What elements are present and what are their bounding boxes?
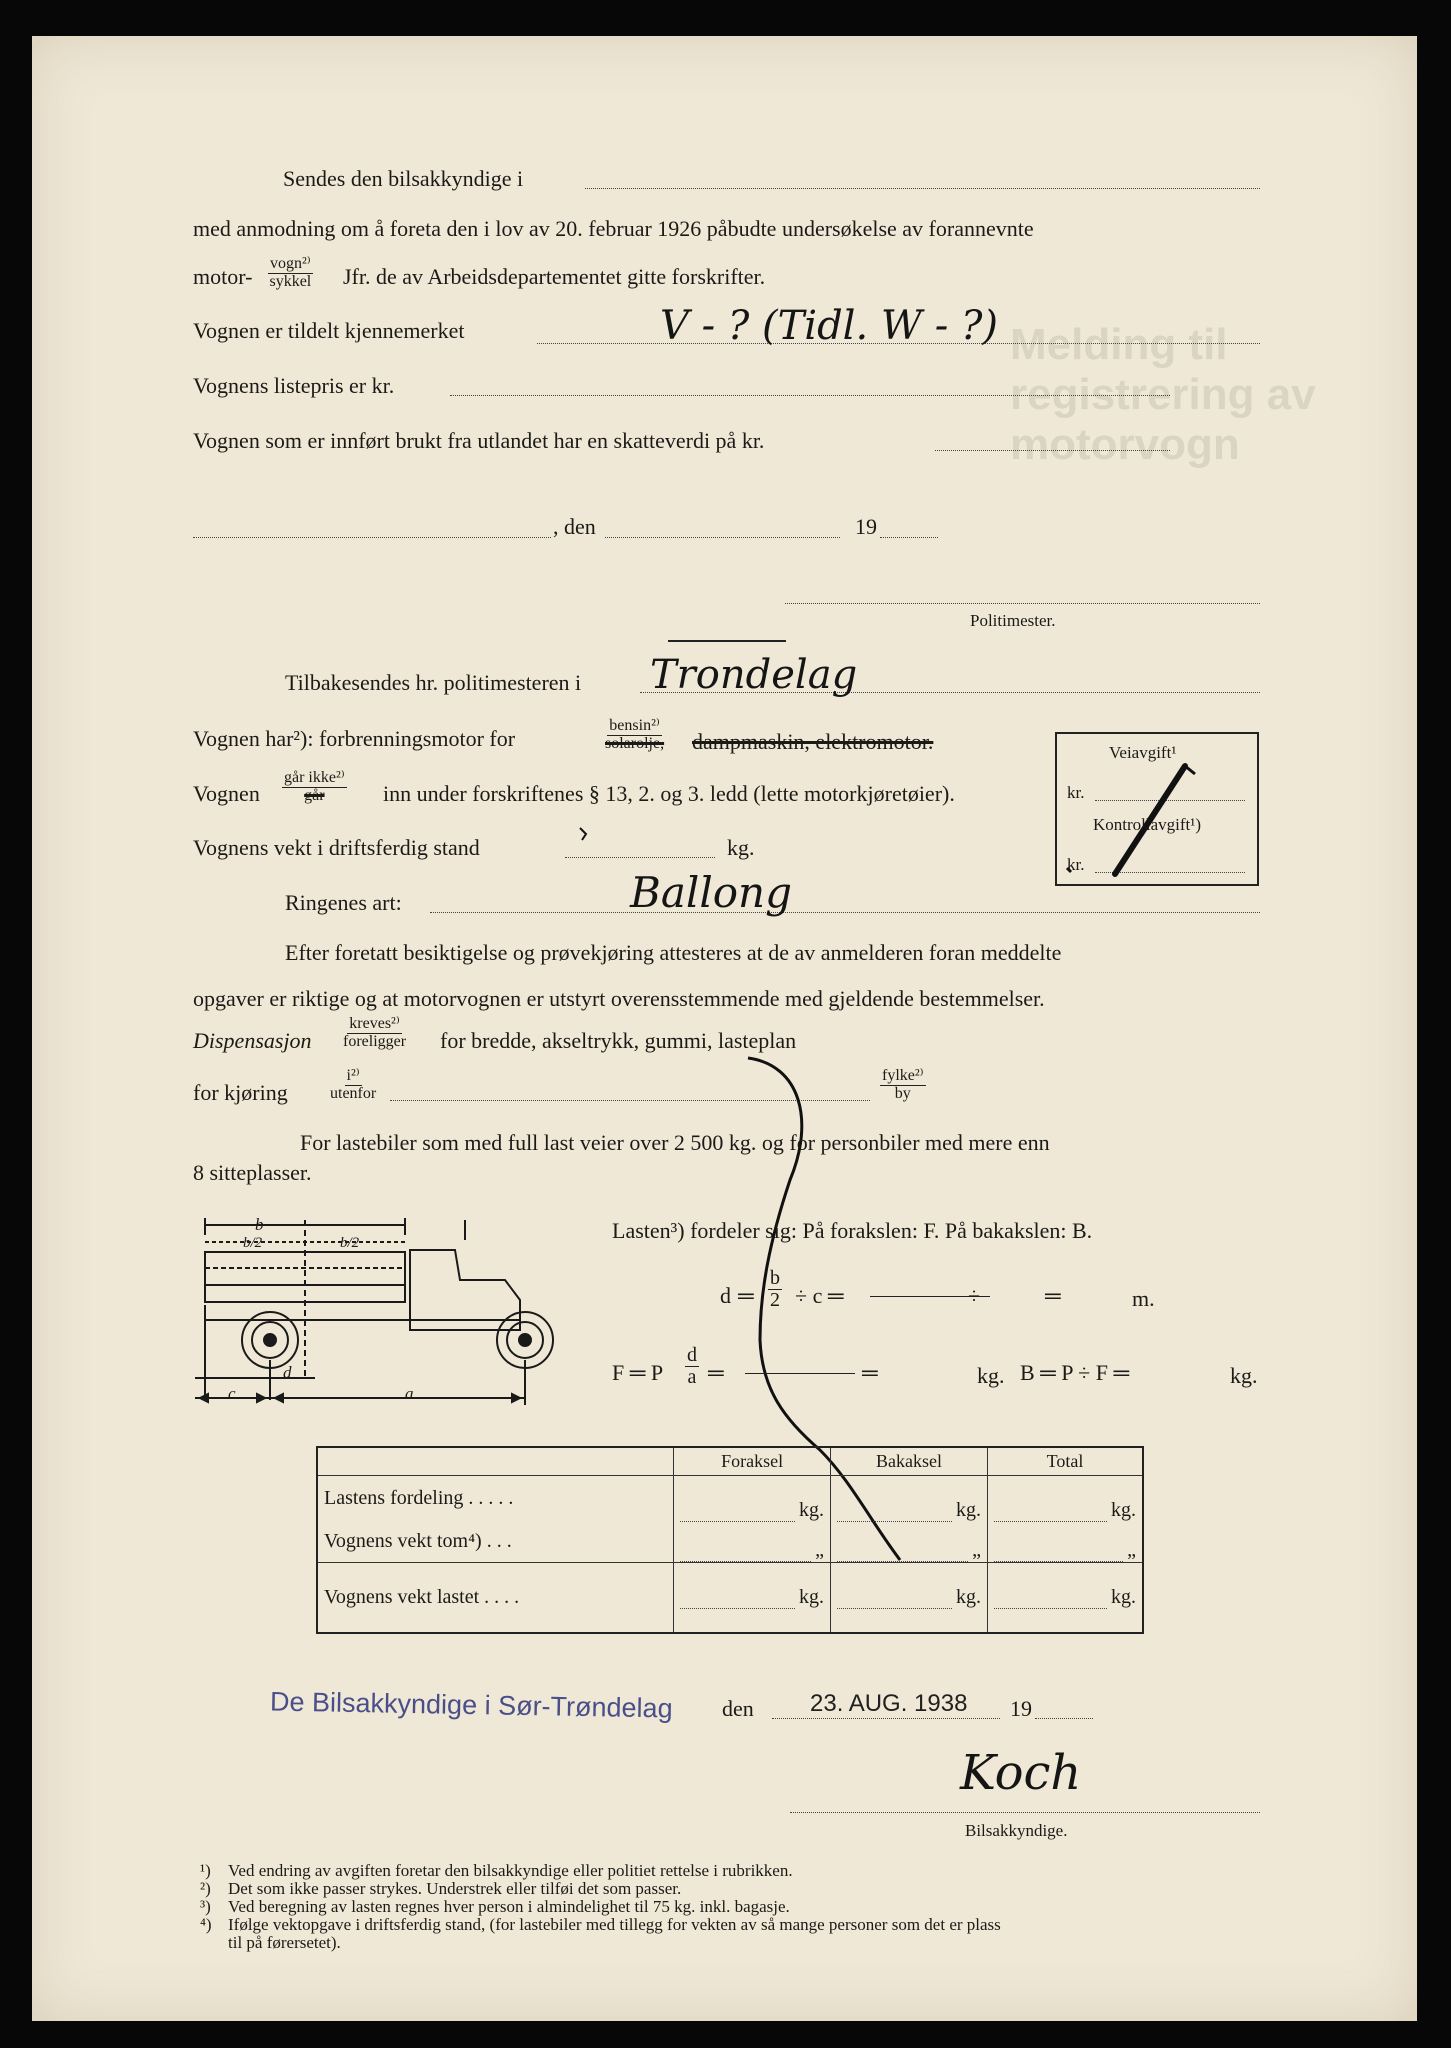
vekt-label: Vognens vekt i driftsferdig stand (193, 835, 480, 860)
tilbakesendes-label: Tilbakesendes hr. politimesteren i (285, 670, 582, 695)
cell-input[interactable] (837, 1586, 952, 1609)
eq1-div: ÷ (968, 1283, 981, 1308)
diagram-label-c: c (228, 1384, 236, 1403)
damp-elektro-option: dampmaskin, elektromotor. (692, 729, 934, 754)
cell-input[interactable] (680, 1499, 795, 1522)
cell-input[interactable] (837, 1539, 968, 1562)
cell-unit: „ (972, 1538, 982, 1561)
listepris-label: Vognens listepris er kr. (193, 373, 395, 398)
cell-input[interactable] (680, 1539, 811, 1562)
signature-year-prefix: 19 (1010, 1696, 1032, 1721)
sendes-label: Sendes den bilsakkyndige i (283, 166, 524, 191)
cell-input[interactable] (994, 1586, 1107, 1609)
footnote-1: Ved endring av avgiften foretar den bilsakkyndige eller politiet rettelse i rubrikken. (228, 1861, 793, 1880)
eq2-b: B ═ P ÷ F ═ (1020, 1360, 1130, 1385)
dispensasjon-tail: for bredde, akseltrykk, gummi, lasteplan (440, 1028, 797, 1053)
diagram-label-b-half-2: b/2 (340, 1235, 360, 1251)
for-kjoring-label: for kjøring (193, 1080, 288, 1105)
eq2-eq2: ═ (862, 1360, 878, 1385)
kjennemerke-label: Vognen er tildelt kjennemerket (193, 318, 465, 343)
signature-den: den (722, 1696, 754, 1721)
date-year-prefix: 19 (855, 514, 877, 539)
diagram-label-d: d (283, 1363, 292, 1382)
veiavgift-kr: kr. (1067, 783, 1085, 802)
footnote-4-cont: til på førersetet). (228, 1933, 341, 1952)
kontrollavgift-kr: kr. (1067, 855, 1085, 874)
vognen-har-label: Vognen har²): forbrenningsmotor for (193, 726, 516, 751)
solarolje-option: solarolje, (605, 734, 665, 752)
vognen-label: Vognen (193, 781, 260, 806)
eq2-unit-2: kg. (1230, 1363, 1258, 1388)
ringenes-handwriting: Ballong (630, 868, 792, 917)
eq2-fraction (685, 1345, 699, 1388)
eq1-eq-sign: ═ (738, 1283, 754, 1308)
efter-line-2: opgaver er riktige og at motorvognen er utstyrt overensstemmende med gjeldende bestemmelser. (193, 986, 1045, 1011)
header-bakaksel: Bakaksel (831, 1447, 988, 1475)
eq1-eq: ═ (1045, 1283, 1061, 1308)
cell-unit: kg. (956, 1498, 982, 1521)
diagram-label-a: a (405, 1384, 414, 1403)
fordeler-text: Lasten³) fordeler sig: På forakslen: F. På bakakslen: B. (612, 1218, 1093, 1243)
tilbakesendes-handwriting: Trondelag (650, 652, 858, 698)
footnote-4-mark: ⁴) (200, 1915, 212, 1934)
kreves-option: kreves²⁾ (349, 1015, 400, 1032)
eq2-num: d (687, 1344, 697, 1366)
bleed-through-text: Melding til registrering av motorvogn (1010, 320, 1316, 469)
date-stamp: 23. AUG. 1938 (810, 1690, 968, 1717)
signature-year-field[interactable] (1035, 1718, 1093, 1719)
bensin-option: bensin²⁾ (609, 717, 660, 734)
sykkel-option: sykkel (269, 272, 312, 290)
cell-unit: kg. (799, 1585, 825, 1608)
eq2-eq: ═ (708, 1360, 724, 1385)
eq2-blank[interactable] (745, 1373, 855, 1374)
vogn-option: vogn²⁾ (270, 255, 311, 272)
eq1-d: d (720, 1283, 731, 1308)
cell-input[interactable] (994, 1539, 1123, 1562)
utenfor-option: utenfor (330, 1084, 377, 1102)
lastebiler-line-2: 8 sitteplasser. (193, 1160, 312, 1185)
eq2-unit: kg. (977, 1363, 1005, 1388)
cell-input[interactable] (994, 1499, 1107, 1522)
anmodning-text: med anmodning om å foreta den i lov av 20. februar 1926 påbudte undersøkelse av forannevnte (193, 216, 1034, 241)
cell-unit: kg. (1111, 1498, 1136, 1521)
header-total: Total (988, 1447, 1143, 1475)
dispensasjon-label: Dispensasjon (193, 1028, 312, 1053)
bilsakkyndige-stamp: De Bilsakkyndige i Sør-Trøndelag (269, 1686, 673, 1724)
footnote-1-mark: ¹) (200, 1861, 211, 1880)
eq1-fraction (768, 1268, 782, 1311)
footnote-2: Det som ikke passer strykes. Understrek eller tilføi det som passer. (228, 1879, 682, 1898)
politimester-label: Politimester. (970, 611, 1056, 630)
eq1-num: b (770, 1267, 780, 1289)
row-label-lastens: Lastens fordeling . . . . . (317, 1475, 674, 1522)
eq1-den: 2 (770, 1289, 780, 1311)
row-label-vekt-lastet: Vognens vekt lastet . . . . (317, 1562, 674, 1633)
jfr-text: Jfr. de av Arbeidsdepartementet gitte forskrifter. (343, 264, 766, 289)
by-option: by (894, 1084, 911, 1102)
fylke-option: fylke²⁾ (882, 1067, 924, 1084)
cell-input[interactable] (680, 1586, 795, 1609)
footnote-2-mark: ²) (200, 1879, 211, 1898)
row-label-vekt-tom: Vognens vekt tom⁴) . . . (317, 1522, 674, 1562)
eq2-left: F ═ P (612, 1360, 664, 1385)
footnote-4: Ifølge vektopgave i driftsferdig stand, (for lastebiler med tillegg for vekten av så mange personer som det er plass (228, 1915, 1001, 1934)
cell-unit: „ (1127, 1538, 1136, 1561)
table-row (317, 1522, 1143, 1562)
skatteverdi-label: Vognen som er innført brukt fra utlandet har en skatteverdi på kr. (193, 428, 765, 453)
gaar-ikke-option: går ikke²⁾ (284, 769, 345, 786)
date-den: , den (553, 514, 596, 539)
eq1-rest: ÷ c ═ (795, 1283, 844, 1308)
table-row (317, 1475, 1143, 1522)
table-row (317, 1562, 1143, 1633)
inspector-signature: Koch (960, 1745, 1082, 1801)
cell-unit: kg. (1111, 1585, 1136, 1608)
motor-prefix: motor- (193, 264, 253, 289)
ringenes-label: Ringenes art: (285, 890, 402, 915)
cell-unit: „ (815, 1538, 825, 1561)
signature-date-field[interactable] (772, 1718, 1000, 1719)
foreligger-option: foreligger (343, 1032, 407, 1050)
eq1-unit: m. (1132, 1286, 1155, 1311)
gaar-option: går (304, 786, 325, 804)
header-empty (317, 1447, 674, 1475)
kjennemerke-handwriting: V - ? (Tidl. W - ?) (660, 303, 999, 349)
bilsakkyndige-label: Bilsakkyndige. (965, 1821, 1068, 1840)
footnote-3: Ved beregning av lasten regnes hver person i almindelighet til 75 kg. inkl. bagasje. (228, 1897, 790, 1916)
footnote-3-mark: ³) (200, 1897, 211, 1916)
diagram-label-b-half-1: b/2 (243, 1235, 263, 1251)
cell-input[interactable] (837, 1499, 952, 1522)
efter-line-1: Efter foretatt besiktigelse og prøvekjøring attesteres at de av anmelderen foran meddelte (285, 940, 1062, 965)
i-option: i²⁾ (346, 1067, 360, 1084)
cell-unit: kg. (956, 1585, 982, 1608)
kontrollavgift-label: Kontrollavgift¹) (1093, 815, 1202, 834)
vekt-unit: kg. (727, 835, 755, 860)
diagram-label-b: b (255, 1215, 264, 1234)
bilsakkyndige-sign-line[interactable] (790, 1812, 1260, 1813)
lastebiler-line-1: For lastebiler som med full last veier over 2 500 kg. og for personbiler med mere enn (300, 1130, 1050, 1155)
veiavgift-label: Veiavgift¹ (1109, 743, 1177, 762)
header-foraksel: Foraksel (674, 1447, 831, 1475)
forskrift-text: inn under forskriftenes § 13, 2. og 3. ledd (lette motorkjøretøier). (383, 781, 955, 806)
load-table (316, 1446, 1144, 1634)
cell-unit: kg. (799, 1498, 825, 1521)
eq2-den: a (687, 1366, 697, 1388)
